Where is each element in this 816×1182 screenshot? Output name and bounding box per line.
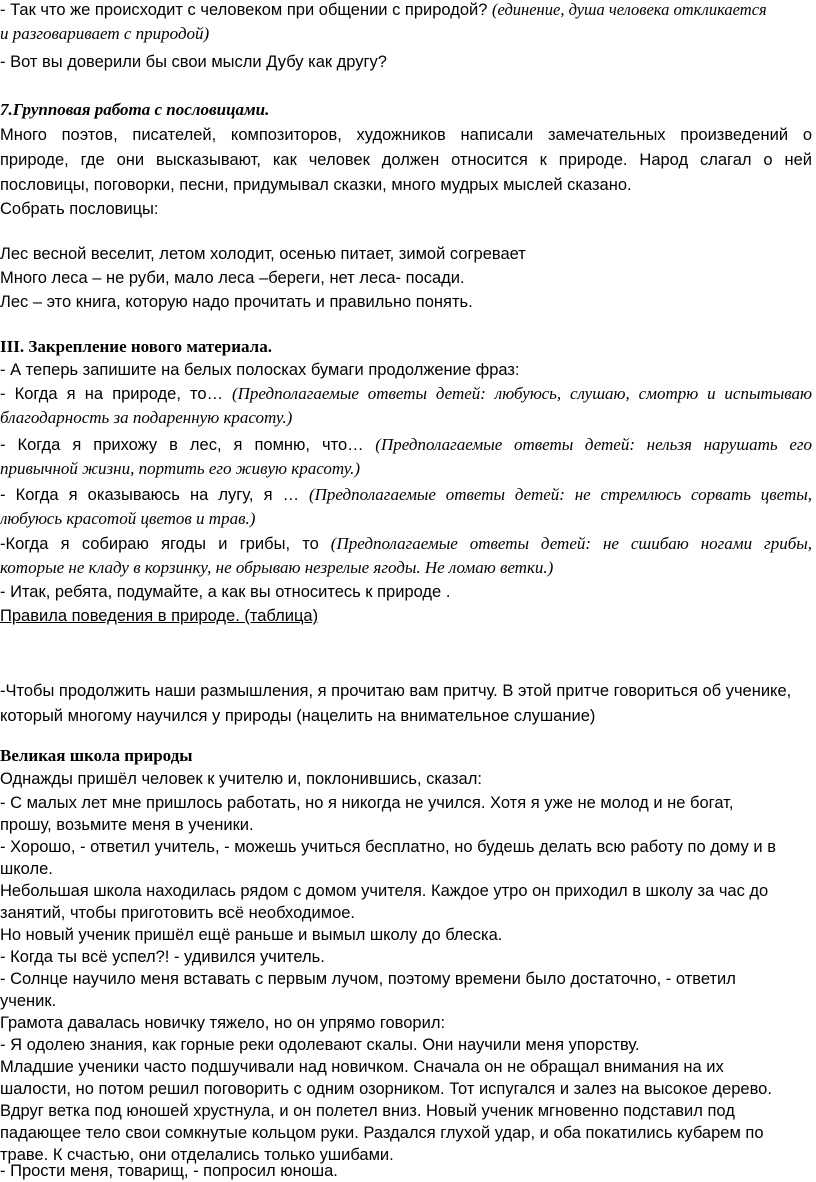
story-line: шалости, но потом решил поговорить с одним озорником. Тот испугался и залез на высокое дерево. [0,1080,772,1098]
story-line: - Солнце научило меня вставать с первым лучом, поэтому времени было достаточно, - ответил [0,970,736,988]
paragraph-line: Собрать пословицы: [0,200,159,218]
story-line: - Хорошо, - ответил учитель, - можешь учиться бесплатно, но будешь делать всю работу по дому и в [0,838,776,856]
paragraph-line: пословицы, поговорки, песни, придумывал сказки, много мудрых мыслей сказано. [0,176,632,194]
question-line: - Так что же происходит с человеком при общении с природой? (единение, душа человека откликается [0,0,767,19]
answer-continuation: благодарность за подаренную красоту.) [0,408,293,427]
paragraph-line: -Когда я собираю ягоды и грибы, то (Предполагаемые ответы детей: не сшибаю ногами грибы, [0,534,813,553]
story-line: Младшие ученики часто подшучивали над новичком. Сначала он не обращал внимания на их [0,1058,724,1076]
story-line: ученик. [0,992,57,1010]
story-line: Грамота давалась новичку тяжело, но он упрямо говорил: [0,1014,446,1032]
story-line: Небольшая школа находилась рядом с домом учителя. Каждое утро он приходил в школу за час до [0,882,769,900]
paragraph-line: природе, где они высказывают, как человек должен относится к природе. Народ слагал о ней [0,151,812,169]
story-line: - С малых лет мне пришлось работать, но я никогда не учился. Хотя я уже не молод и не богат, [0,794,734,812]
section-heading: 7.Групповая работа с пословицами. [0,100,270,119]
proverb: Много леса – не руби, мало леса –береги, нет леса- посади. [0,269,465,287]
paragraph-line: - Когда я на природе, то… (Предполагаемые ответы детей: любуюсь, слушаю, смотрю и испытываю [0,384,813,403]
paragraph-line: - Когда я оказываюсь на лугу, я … (Предполагаемые ответы детей: не стремлюсь сорвать цветы, [0,485,812,504]
paragraph-line: - Когда я прихожу в лес, я помню, что… (Предполагаемые ответы детей: нельзя нарушать его [0,435,813,454]
story-line: Вдруг ветка под юношей хрустнула, и он полетел вниз. Новый ученик мгновенно подставил под [0,1102,735,1120]
story-line: - Когда ты всё успел?! - удивился учитель. [0,948,325,966]
paragraph-line: - А теперь запишите на белых полосках бумаги продолжение фраз: [0,361,520,379]
rules-link: Правила поведения в природе. (таблица) [0,607,319,625]
section-heading: III. Закрепление нового материала. [0,337,272,356]
story-line: - Прости меня, товарищ, - попросил юноша. [0,1162,338,1180]
story-title: Великая школа природы [0,746,193,765]
answer-continuation: любуюсь красотой цветов и трав.) [0,509,256,528]
answer-continuation: которые не кладу в корзинку, не обрываю незрелые ягоды. Не ломаю ветки.) [0,558,554,577]
story-line: занятий, чтобы приготовить всё необходимое. [0,904,356,922]
story-line: - Я одолею знания, как горные реки одолевают скалы. Они научили меня упорству. [0,1036,640,1054]
answer-continuation: привычной жизни, портить его живую красоту.) [0,459,361,478]
paragraph-line: который многому научился у природы (нацелить на внимательное слушание) [0,707,596,725]
story-line: Но новый ученик пришёл ещё раньше и вымыл школу до блеска. [0,926,503,944]
story-line: траве. К счастью, они отделались только ушибами. [0,1146,394,1164]
answer-continuation: и разговаривает с природой) [0,24,210,43]
story-line: Однажды пришёл человек к учителю и, поклонившись, сказал: [0,770,482,788]
story-line: падающее тело свои сомкнутые кольцом руки. Раздался глухой удар, и оба покатились кубарем по [0,1124,764,1142]
story-line: прошу, возьмите меня в ученики. [0,816,254,834]
question-line: - Вот вы доверили бы свои мысли Дубу как другу? [0,53,387,71]
paragraph-line: - Итак, ребята, подумайте, а как вы относитесь к природе . [0,583,451,601]
story-line: школе. [0,860,53,878]
paragraph-line: Много поэтов, писателей, композиторов, художников написали замечательных произведений о [0,126,812,144]
proverb: Лес – это книга, которую надо прочитать и правильно понять. [0,293,473,311]
proverb: Лес весной веселит, летом холодит, осенью питает, зимой согревает [0,245,526,263]
paragraph-line: -Чтобы продолжить наши размышления, я прочитаю вам притчу. В этой притче говориться об ученике, [0,682,792,700]
